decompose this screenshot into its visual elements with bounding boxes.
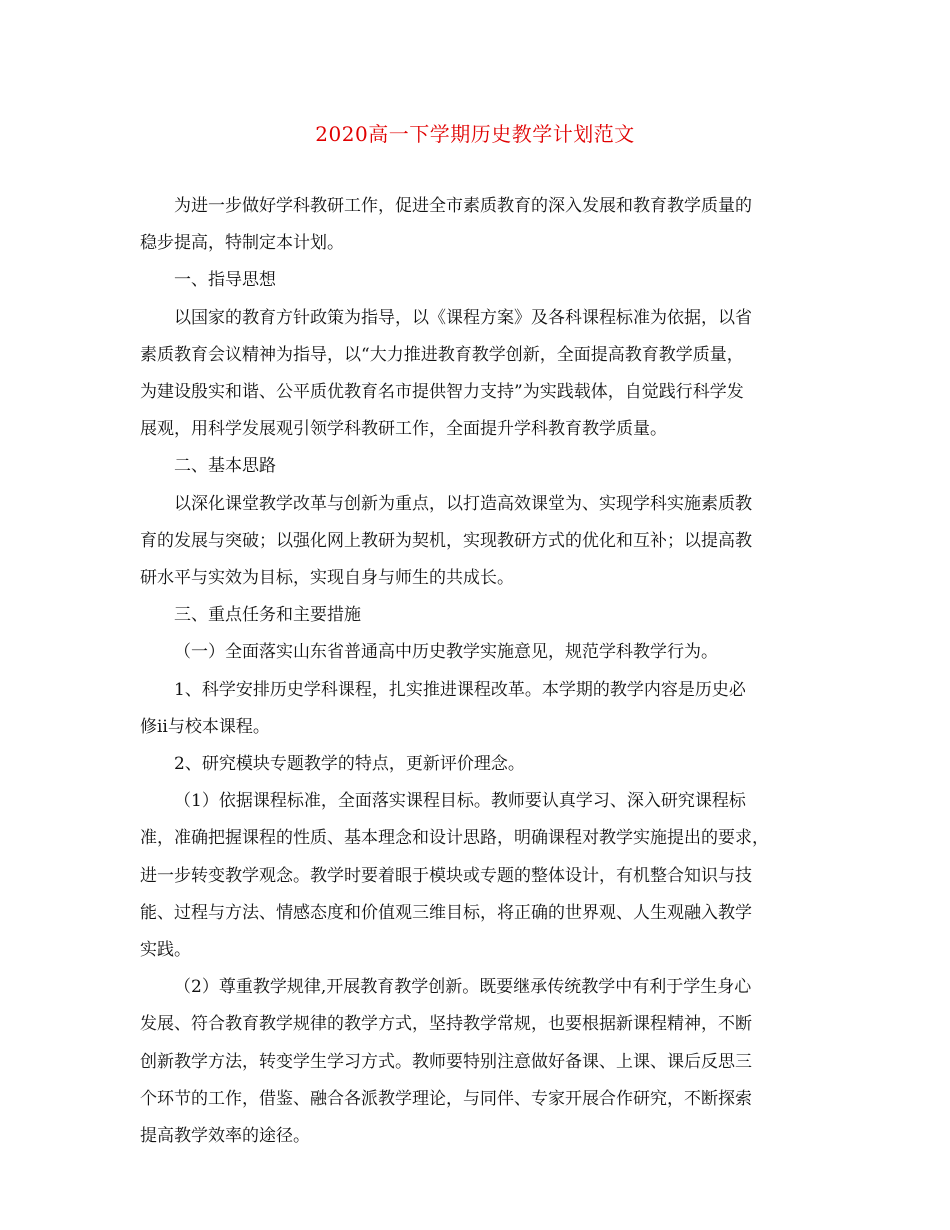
text-line: 一、指导思想 — [174, 270, 276, 291]
text-line: （2）尊重教学规律,开展教育教学创新。既要继承传统教学中有利于学生身心 — [174, 977, 752, 998]
paragraph — [140, 486, 813, 598]
text-line: 能、过程与方法、情感态度和价值观三维目标，将正确的世界观、人生观融入教学 — [140, 902, 752, 923]
text-line: 个环节的工作，借鉴、融合各派教学理论，与同伴、专家开展合作研究，不断探索 — [140, 1088, 752, 1109]
text-line: （一）全面落实山东省普通高中历史教学实施意见，规范学科教学行为。 — [174, 642, 718, 663]
section-heading — [140, 448, 813, 485]
text-line: 2、研究模块专题教学的特点，更新评价理念。 — [174, 754, 525, 775]
text-line: 发展、符合教育教学规律的教学方式，坚持教学常规，也要根据新课程精神，不断 — [140, 1014, 752, 1035]
paragraph — [140, 672, 813, 746]
text-line: 进一步转变教学观念。教学时要着眼于模块或专题的整体设计，有机整合知识与技 — [140, 865, 752, 886]
text-line: 素质教育会议精神为指导，以“大力推进教育教学创新，全面提高教育教学质量， — [140, 344, 744, 365]
section-heading — [140, 262, 813, 299]
text-line: 创新教学方法，转变学生学习方式。教师要特别注意做好备课、上课、课后反思三 — [140, 1051, 752, 1072]
text-line: 展观，用科学发展观引领学科教研工作，全面提升学科教育教学质量。 — [140, 419, 667, 440]
document-title: 2020高一下学期历史教学计划范文 — [315, 122, 635, 146]
paragraph — [140, 634, 813, 671]
paragraph — [140, 783, 813, 969]
paragraph — [140, 188, 813, 262]
text-line: 稳步提高，特制定本计划。 — [140, 233, 344, 254]
paragraph — [140, 300, 813, 449]
text-line: 实践。 — [140, 940, 191, 961]
text-line: 以深化课堂教学改革与创新为重点，以打造高效课堂为、实现学科实施素质教 — [174, 493, 752, 514]
text-line: 为建设殷实和谐、公平质优教育名市提供智力支持”为实践载体，自觉践行科学发 — [140, 382, 744, 403]
text-line: 修ii与校本课程。 — [140, 716, 270, 737]
text-line: 育的发展与突破；以强化网上教研为契机，实现教研方式的优化和互补；以提高教 — [140, 530, 752, 551]
text-line: （1）依据课程标准，全面落实课程目标。教师要认真学习、深入研究课程标 — [174, 791, 746, 812]
text-line: 二、基本思路 — [174, 456, 276, 477]
text-line: 三、重点任务和主要措施 — [174, 605, 361, 626]
document-body — [140, 188, 813, 1155]
paragraph — [140, 969, 813, 1155]
text-line: 研水平与实效为目标，实现自身与师生的共成长。 — [140, 568, 514, 589]
text-line: 提高教学效率的途径。 — [140, 1126, 310, 1147]
text-line: 准，准确把握课程的性质、基本理念和设计思路，明确课程对教学实施提出的要求， — [140, 828, 769, 849]
text-line: 为进一步做好学科教研工作，促进全市素质教育的深入发展和教育教学质量的 — [174, 196, 752, 216]
paragraph — [140, 746, 813, 783]
text-line: 1、科学安排历史学科课程，扎实推进课程改革。本学期的教学内容是历史必 — [174, 679, 746, 700]
text-line: 以国家的教育方针政策为指导，以《课程方案》及各科课程标准为依据，以省 — [174, 307, 752, 328]
section-heading — [140, 597, 813, 634]
